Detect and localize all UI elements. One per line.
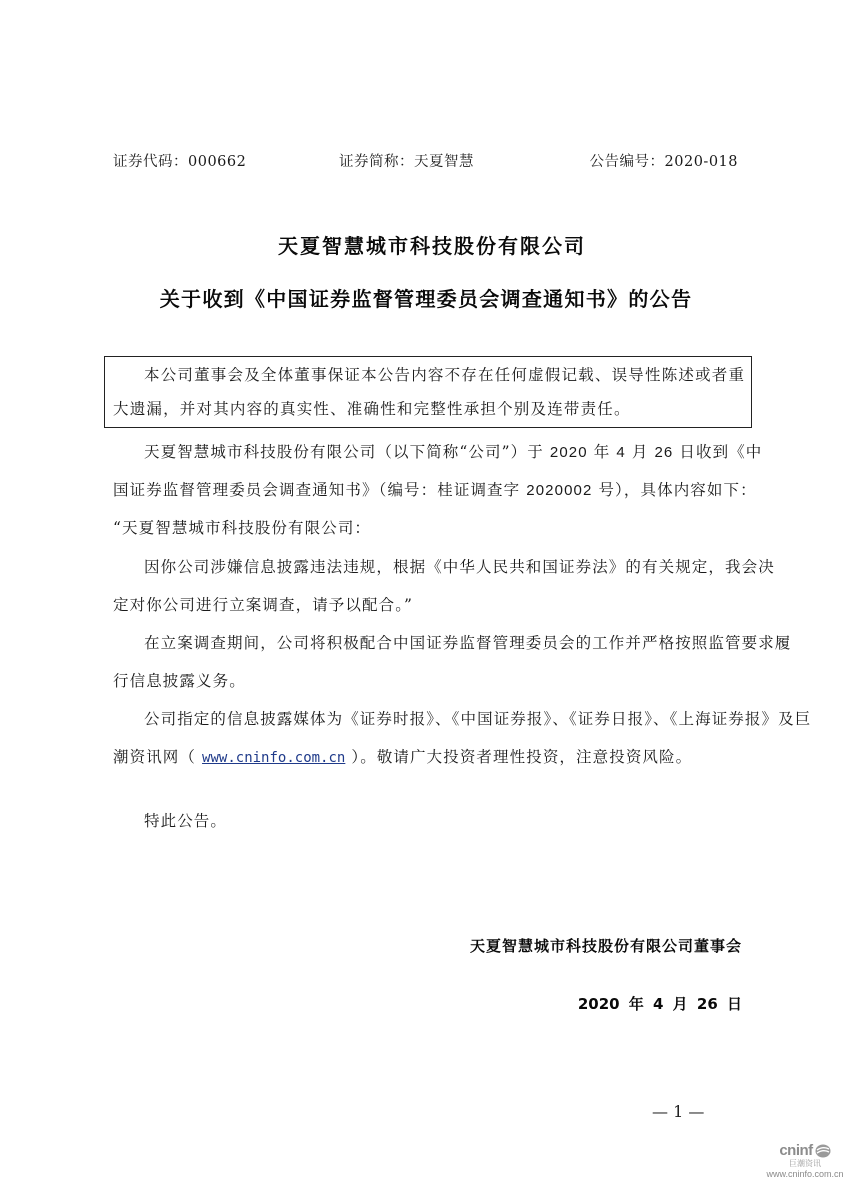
cninfo-swirl-icon [815,1144,831,1158]
cooperation-line-1: 在立案调查期间，公司将积极配合中国证券监督管理委员会的工作并严格按照监管要求履 [144,634,792,652]
document-header [113,150,738,172]
watermark-url: www.cninfo.com.cn [766,1169,844,1179]
company-title: 天夏智慧城市科技股份有限公司 [278,234,586,258]
receipt-text-b: 日收到《中 [679,443,763,461]
paragraph-quote-body [113,552,775,628]
guarantee-line-1: 本公司董事会及全体董事保证本公告内容不存在任何虚假记载、误导性陈述或者重 [144,366,746,384]
stock-code: 证券代码：000662 [113,154,247,170]
media-text-a: 潮资讯网（ [113,748,197,766]
page-number: — 1 — [652,1102,705,1121]
signature-date: 2020 年 4 月 26 日 [577,995,742,1013]
guarantee-line-2: 大遗漏，并对其内容的真实性、准确性和完整性承担个别及连带责任。 [113,400,631,418]
watermark-logo-text: cninf [779,1142,813,1159]
cooperation-line-2: 行信息披露义务。 [113,672,246,690]
stock-short-name: 证券简称：天夏智慧 [339,154,474,170]
month-char: 月 [631,443,649,461]
receipt-text-c: 国证券监督管理委员会调查通知书》（编号：桂证调查字 [113,481,521,499]
closing-text: 特此公告。 [144,812,228,830]
media-text-b: ）。敬请广大投资者理性投资，注意投资风险。 [351,748,693,766]
receipt-month: 4 [616,444,626,461]
cninfo-link[interactable]: www.cninfo.com.cn [202,750,346,766]
receipt-year: 2020 [549,444,588,461]
quote-line-1: 因你公司涉嫌信息披露违法违规，根据《中华人民共和国证券法》的有关规定，我会决 [144,558,775,576]
receipt-text-d: 号），具体内容如下： [598,481,757,499]
paragraph-cooperation [113,628,792,704]
paragraph-media [113,704,812,780]
year-char: 年 [593,443,611,461]
cninfo-watermark [762,1142,848,1180]
paragraph-quote-addressee [113,513,753,551]
announcement-subject: 关于收到《中国证券监督管理委员会调查通知书》的公告 [159,287,693,311]
board-guarantee-box [104,356,752,428]
watermark-chinese: 巨潮资讯 [789,1159,821,1168]
quote-line-2: 定对你公司进行立案调查，请予以配合。” [113,596,414,614]
announcement-number: 公告编号：2020-018 [589,154,738,170]
signature-org: 天夏智慧城市科技股份有限公司董事会 [469,937,742,955]
quote-addressee: “天夏智慧城市科技股份有限公司： [113,519,372,537]
receipt-text-a: 天夏智慧城市科技股份有限公司（以下简称“公司”）于 [144,443,544,461]
case-number: 2020002 [526,482,593,499]
media-line-1: 公司指定的信息披露媒体为《证券时报》、《中国证券报》、《证券日报》、《上海证券报》及巨 [144,710,812,728]
paragraph-receipt [113,437,763,513]
paragraph-closing [113,806,753,844]
receipt-day: 26 [654,444,674,461]
